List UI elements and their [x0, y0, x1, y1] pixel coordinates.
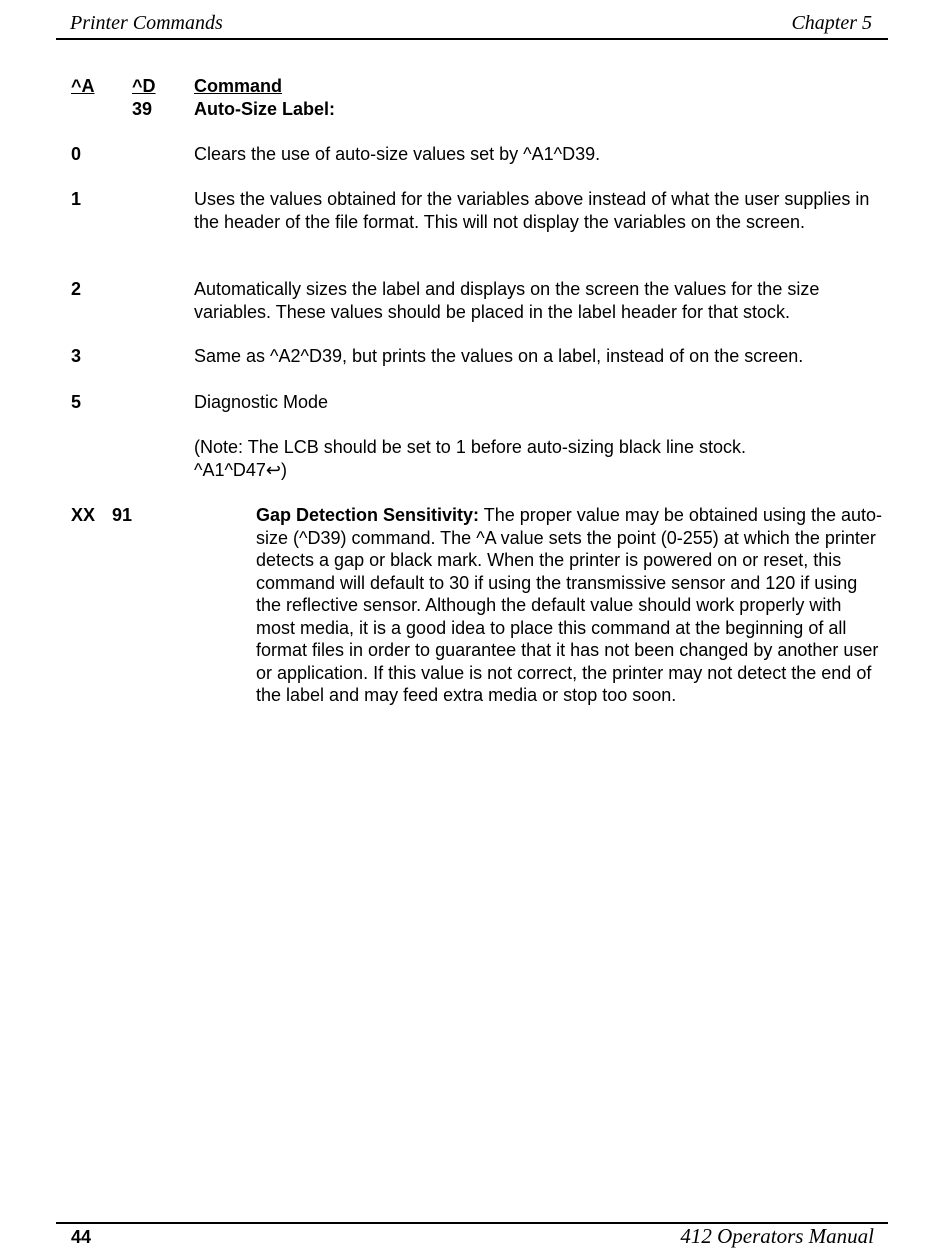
option-value: 0 — [71, 144, 82, 164]
page-number: 44 — [71, 1227, 92, 1247]
command-title-gap-detection: Gap Detection Sensitivity: — [256, 505, 480, 525]
option-value: 2 — [71, 279, 82, 299]
note-line: ^A1^D47↩) — [194, 459, 288, 480]
option-description: Uses the values obtained for the variables above instead of what the user supplies in the header of the file format. This will not display the variables on the screen. — [194, 189, 870, 232]
col-heading-d: ^D — [132, 76, 156, 96]
col-heading-command: Command — [194, 76, 283, 96]
auto-size-note — [194, 436, 884, 481]
command-title-auto-size: Auto-Size Label: — [194, 99, 336, 119]
option-description: Clears the use of auto-size values set by ^A1^D39. — [194, 144, 601, 164]
option-value: 1 — [71, 189, 82, 209]
command-code-d91: 91 — [112, 505, 133, 525]
option-value: 3 — [71, 346, 82, 366]
command-code-a-xx: XX — [71, 505, 96, 525]
chapter-label: Chapter 5 — [791, 12, 872, 34]
col-heading-a: ^A — [71, 76, 95, 96]
option-value: 5 — [71, 392, 82, 412]
option-description: Same as ^A2^D39, but prints the values on a label, instead of on the screen. — [194, 346, 804, 366]
running-header — [56, 12, 888, 40]
command-code-d39: 39 — [132, 99, 153, 119]
note-line: (Note: The LCB should be set to 1 before auto-sizing black line stock. — [194, 437, 746, 457]
manual-title: 412 Operators Manual — [680, 1224, 874, 1248]
option-description: Diagnostic Mode — [194, 392, 329, 412]
command-description: The proper value may be obtained using the auto-size (^D39) command. The ^A value sets the point (0-255) at which the printer detects a gap or black mark. When the printer is powered on or reset, this command will default to 30 if using the transmissive sensor and 120 if using the reflective sensor. Although the default value should work properly with most media, it is a good idea to place this command at the beginning of all format files in order to guarantee that it has not been changed by another user or application. If this value is not correct, the printer may not detect the end of the label and may feed extra media or stop too soon. — [256, 505, 883, 705]
gap-detection-description — [256, 504, 884, 707]
section-title: Printer Commands — [70, 12, 223, 34]
option-description: Automatically sizes the label and displays on the screen the values for the size variables. These values should be placed in the label header for that stock. — [194, 279, 820, 322]
